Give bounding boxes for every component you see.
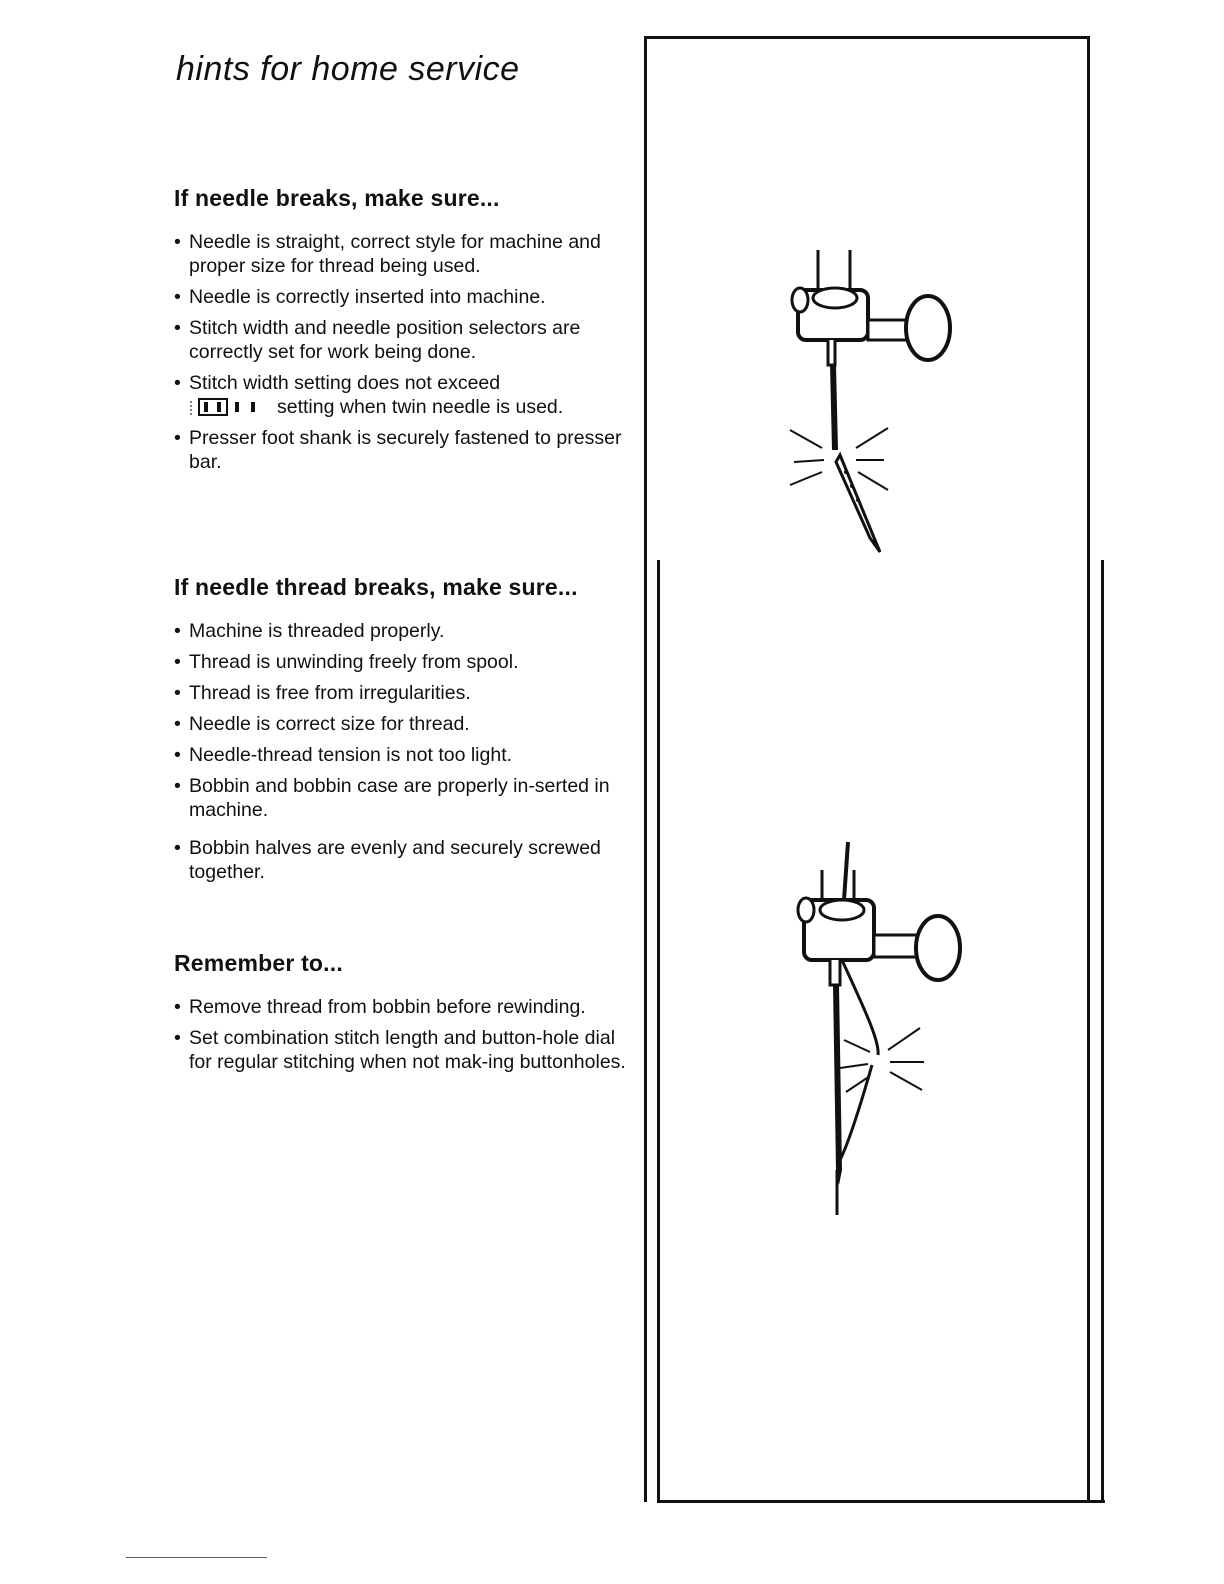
list-item: • Bobbin halves are evenly and securely screwed together.	[174, 837, 601, 883]
list-item: • Bobbin and bobbin case are properly in-serted in machine.	[174, 775, 610, 821]
section-heading: If needle breaks, make sure...	[174, 185, 500, 211]
list-item: • Needle is straight, correct style for machine and proper size for thread being used.	[174, 231, 601, 277]
needle-breaks-section	[174, 185, 634, 481]
twin-needle-width-icon	[189, 397, 269, 417]
checklist	[174, 230, 634, 474]
list-item: • Remove thread from bobbin before rewinding.	[174, 996, 586, 1018]
section-heading: Remember to...	[174, 950, 343, 976]
panel-border	[1101, 560, 1104, 1503]
checklist	[174, 619, 634, 884]
footer-line	[126, 1557, 267, 1558]
broken-needle-icon	[780, 240, 970, 560]
remember-section	[174, 950, 634, 1081]
list-item: • Needle is correct size for thread.	[174, 713, 470, 735]
needle-thread-breaks-section	[174, 574, 634, 891]
twin-needle-setting-text: setting when twin needle is used.	[277, 396, 564, 418]
list-item: • Presser foot shank is securely fastened to presser bar.	[174, 427, 622, 473]
list-item: • Set combination stitch length and button-hole dial for regular stitching when not mak-ing buttonholes.	[174, 1027, 626, 1073]
list-item: • Stitch width and needle position selectors are correctly set for work being done.	[174, 317, 581, 363]
list-item: • Stitch width setting does not exceed setting when twin needle is used.	[174, 372, 564, 418]
list-item: • Thread is free from irregularities.	[174, 682, 471, 704]
list-item: • Needle is correctly inserted into machine.	[174, 286, 546, 308]
section-heading: If needle thread breaks, make sure...	[174, 574, 578, 600]
page-title: hints for home service	[176, 50, 520, 88]
panel-border	[659, 1500, 1105, 1503]
checklist	[174, 995, 634, 1074]
list-item: • Machine is threaded properly.	[174, 620, 445, 642]
broken-thread-icon	[790, 840, 980, 1220]
list-item: • Thread is unwinding freely from spool.	[174, 651, 519, 673]
panel-border	[657, 560, 660, 1503]
list-item: • Needle-thread tension is not too light.	[174, 744, 513, 766]
